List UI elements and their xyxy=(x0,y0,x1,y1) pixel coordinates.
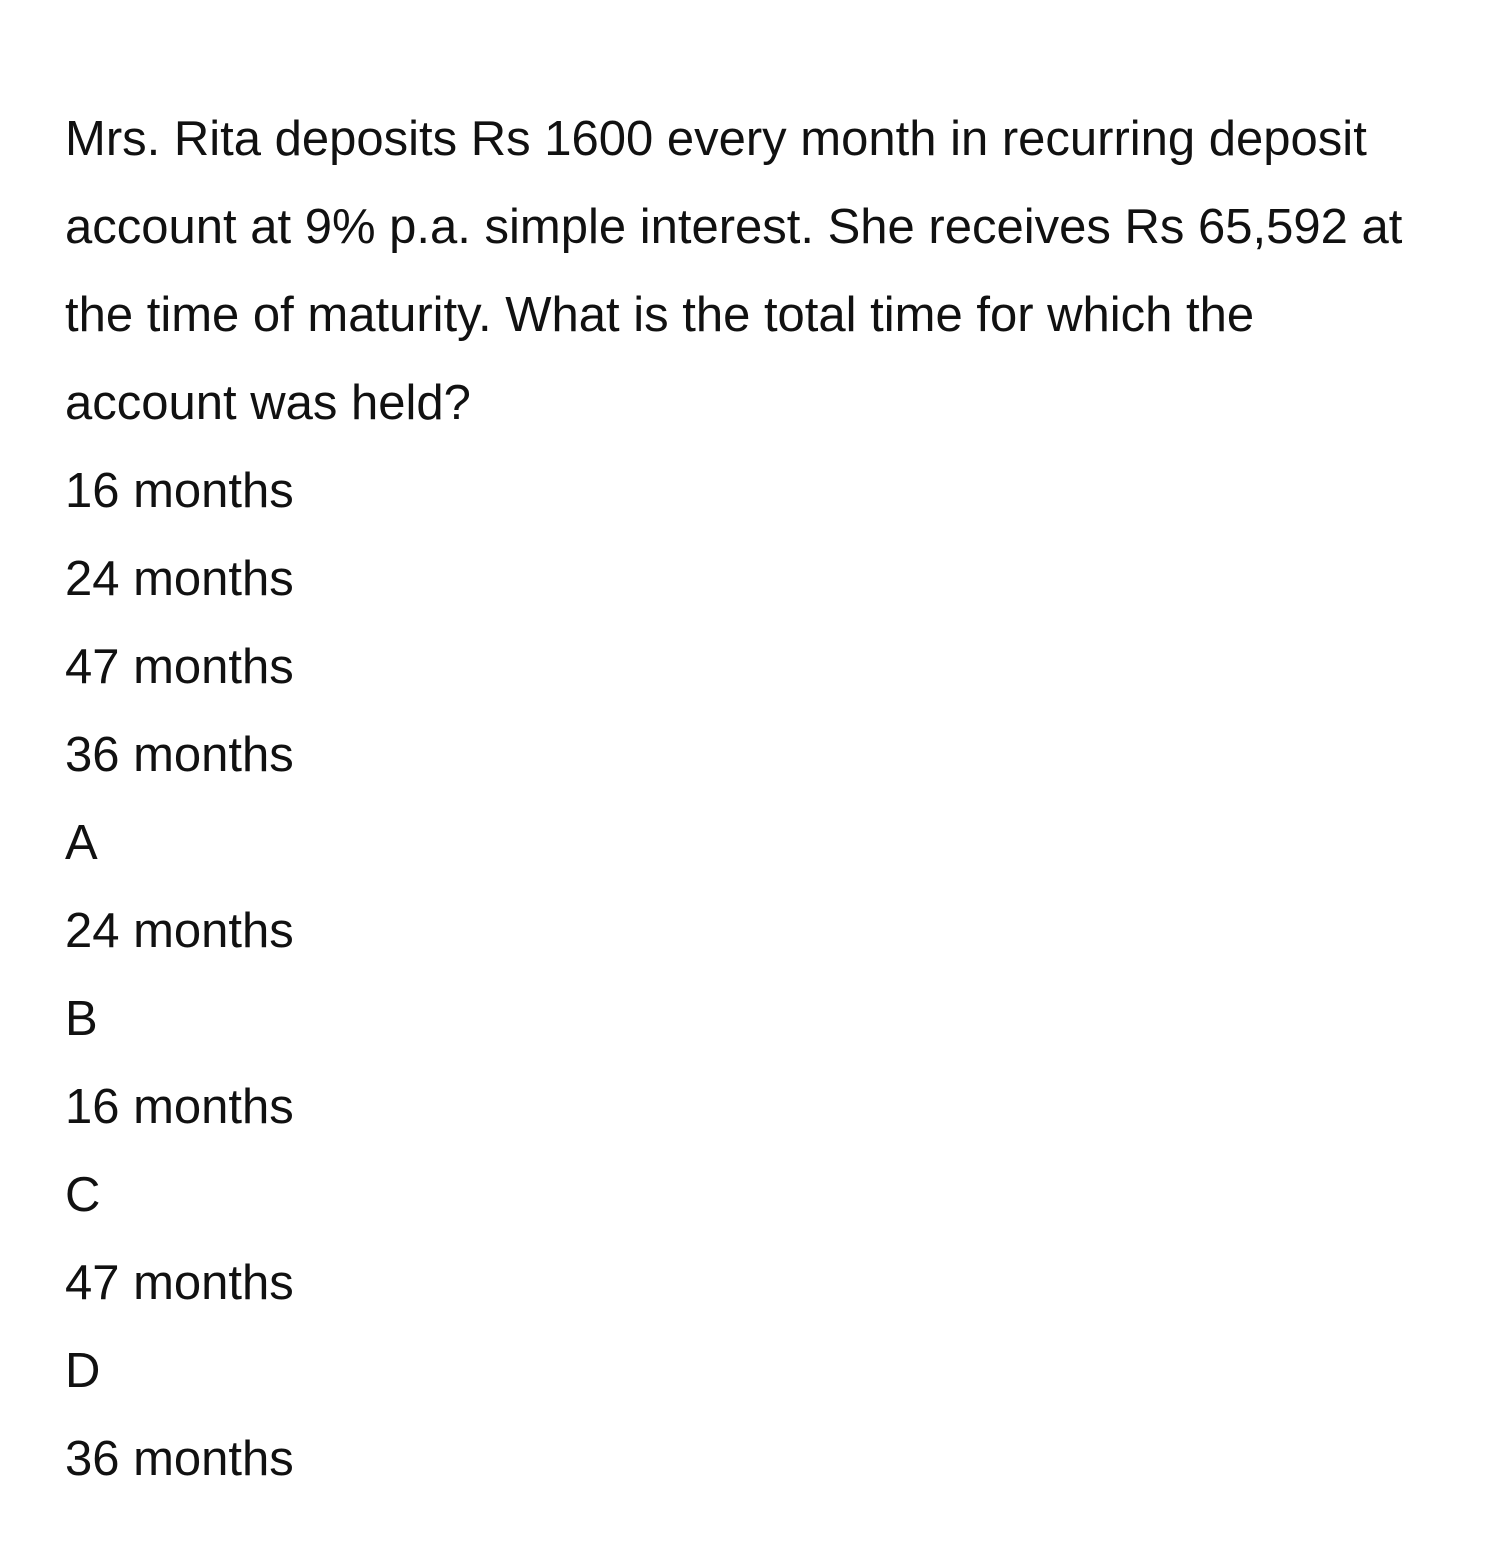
option-text-d: 36 months xyxy=(65,1432,294,1486)
option-text-c: 47 months xyxy=(65,1256,294,1310)
option-letter-b: B xyxy=(65,992,98,1046)
choice-item: 16 months xyxy=(65,464,294,518)
question-text: Mrs. Rita deposits Rs 1600 every month in recurring deposit account at 9% p.a. simple interest. She receives Rs 65,592 at the time of maturity. What is the total time for which the account was held? xyxy=(65,112,1403,430)
lettered-options xyxy=(65,799,1430,1503)
choice-item: 47 months xyxy=(65,640,294,694)
option-letter-a: A xyxy=(65,816,98,870)
choice-item: 36 months xyxy=(65,728,294,782)
choice-list xyxy=(65,447,1430,799)
option-letter-d: D xyxy=(65,1344,101,1398)
option-text-a: 24 months xyxy=(65,904,294,958)
choice-item: 24 months xyxy=(65,552,294,606)
option-text-b: 16 months xyxy=(65,1080,294,1134)
option-letter-c: C xyxy=(65,1168,101,1222)
